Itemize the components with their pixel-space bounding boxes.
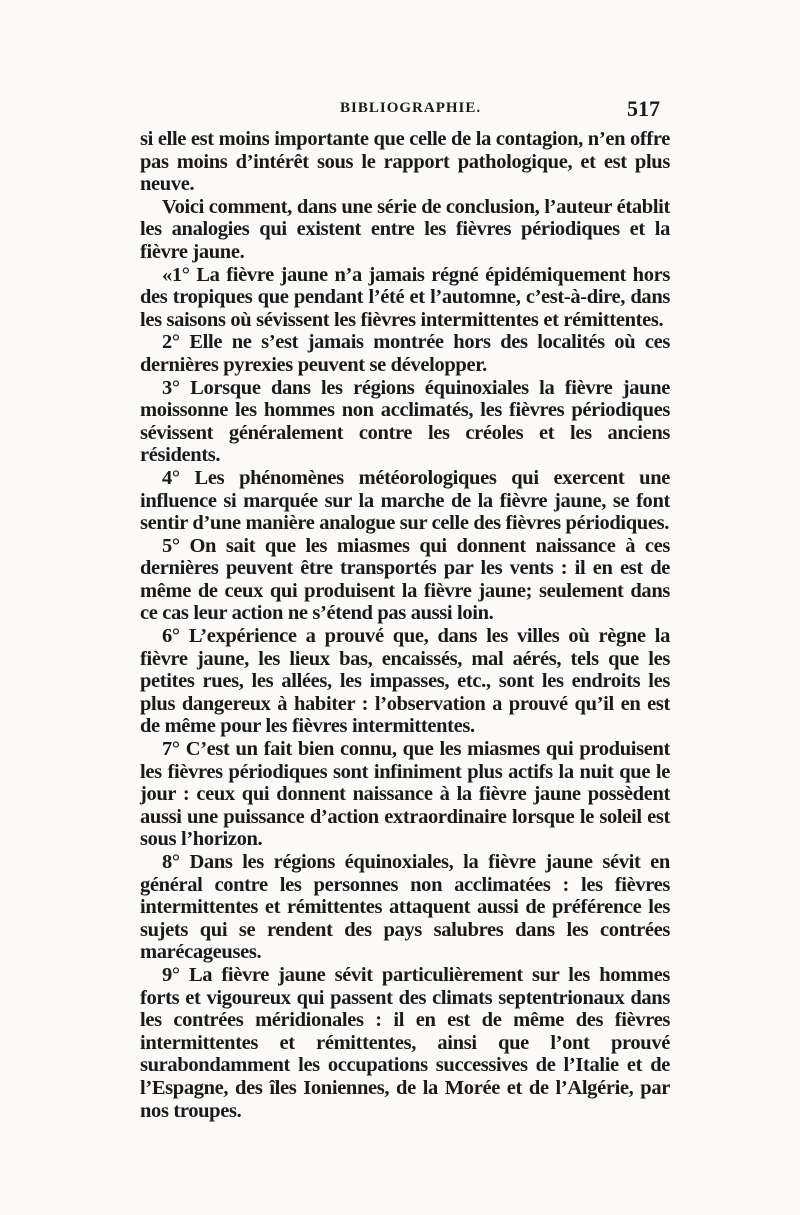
paragraph-item-1: «1° La fièvre jaune n’a jamais régné épidémiquement hors des tropiques que pendant l’été et l’automne, c’est-à-dire, dans les saisons où sévissent les fièvres intermittentes et rémittentes. <box>140 263 670 331</box>
paragraph-item-5: 5° On sait que les miasmes qui donnent naissance à ces dernières peuvent être transportés par les vents : il en est de même de ceux qui produisent la fièvre jaune; seulement dans ce cas leur action ne s’étend pas aussi loin. <box>140 534 670 625</box>
paragraph-item-2: 2° Elle ne s’est jamais montrée hors des localités où ces dernières pyrexies peuvent se développer. <box>140 331 670 376</box>
running-title: BIBLIOGRAPHIE. <box>340 100 482 116</box>
body-text <box>140 128 670 1122</box>
paragraph-item-6: 6° L’expérience a prouvé que, dans les villes où règne la fièvre jaune, les lieux bas, encaissés, mal aérés, tels que les petites rues, les allées, les impasses, etc., sont les endroits les plus dangereux à habiter : l’observation a prouvé qu’il en est de même pour les fièvres intermittentes. <box>140 625 670 738</box>
paragraph-continuation: si elle est moins importante que celle de la contagion, n’en offre pas moins d’intérêt sous le rapport pathologique, et est plus neuve. <box>140 128 670 196</box>
page-header <box>140 96 660 128</box>
paragraph-item-8: 8° Dans les régions équinoxiales, la fièvre jaune sévit en général contre les personnes non acclimatées : les fièvres intermittentes et rémittentes attaquent aussi de préférence les sujets qui se rendent des pays salubres dans les contrées marécageuses. <box>140 851 670 964</box>
paragraph-item-9: 9° La fièvre jaune sévit particulièrement sur les hommes forts et vigoureux qui passent des climats septentrionaux dans les contrées méridionales : il en est de même des fièvres intermittentes et rémittentes, ainsi que l’ont prouvé surabondamment les occupations successives de l’Italie et de l’Espagne, des îles Ioniennes, de la Morée et de l’Algérie, par nos troupes. <box>140 963 670 1122</box>
paragraph-item-3: 3° Lorsque dans les régions équinoxiales la fièvre jaune moissonne les hommes non acclimatés, les fièvres périodiques sévissent généralement contre les créoles et les anciens résidents. <box>140 376 670 467</box>
paragraph-intro: Voici comment, dans une série de conclusion, l’auteur établit les analogies qui existent entre les fièvres périodiques et la fièvre jaune. <box>140 195 670 263</box>
paragraph-item-4: 4° Les phénomènes météorologiques qui exercent une influence si marquée sur la marche de la fièvre jaune, se font sentir d’une manière analogue sur celle des fièvres périodiques. <box>140 466 670 535</box>
page-number: 517 <box>627 96 660 121</box>
paragraph-item-7: 7° C’est un fait bien connu, que les miasmes qui produisent les fièvres périodiques sont infiniment plus actifs la nuit que le jour : ceux qui donnent naissance à la fièvre jaune possèdent aussi une puissance d’action extraordinaire lorsque le soleil est sous l’horizon. <box>140 738 670 851</box>
